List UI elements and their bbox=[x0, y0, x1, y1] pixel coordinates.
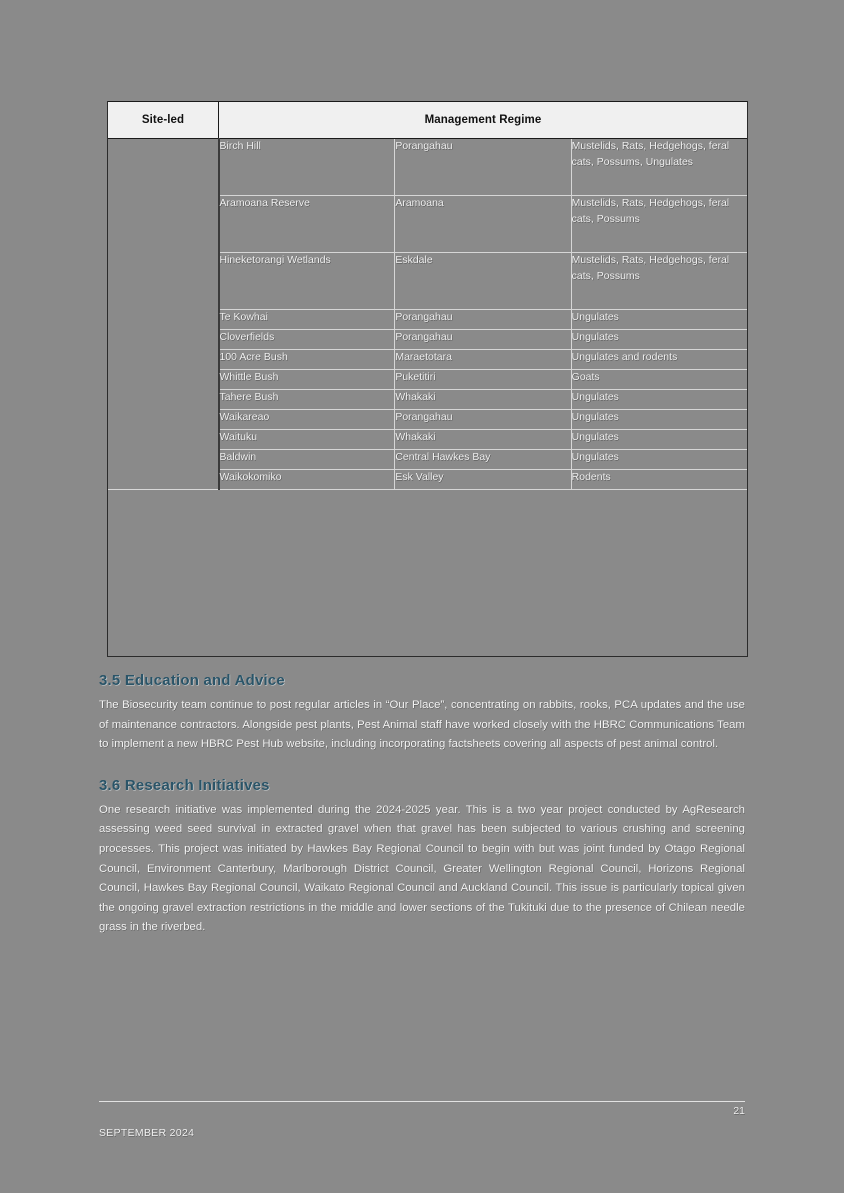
site-led-merged-cell bbox=[108, 139, 219, 490]
cell-location: Porangahau bbox=[395, 310, 571, 330]
cell-site-name: Aramoana Reserve bbox=[219, 196, 395, 253]
cell-target-pests: Ungulates bbox=[571, 450, 747, 470]
footer-date: SEPTEMBER 2024 bbox=[99, 1127, 195, 1139]
management-regime-table bbox=[107, 101, 748, 490]
cell-target-pests: Rodents bbox=[571, 470, 747, 490]
table-header-row bbox=[108, 102, 748, 139]
cell-target-pests: Ungulates bbox=[571, 390, 747, 410]
cell-target-pests: Mustelids, Rats, Hedgehogs, feral cats, Possums, Ungulates bbox=[571, 139, 747, 196]
section-heading-education-and-advice: 3.5 Education and Advice bbox=[99, 672, 285, 689]
cell-target-pests: Ungulates and rodents bbox=[571, 350, 747, 370]
cell-site-name: Baldwin bbox=[219, 450, 395, 470]
table-outer-border-left bbox=[107, 101, 108, 657]
cell-site-name: Whittle Bush bbox=[219, 370, 395, 390]
table-outer-border-bottom bbox=[107, 656, 748, 657]
cell-site-name: Cloverfields bbox=[219, 330, 395, 350]
cell-location: Porangahau bbox=[395, 330, 571, 350]
footer-page-number: 21 bbox=[733, 1105, 745, 1117]
footer-divider bbox=[99, 1101, 745, 1102]
cell-location: Puketitiri bbox=[395, 370, 571, 390]
cell-target-pests: Goats bbox=[571, 370, 747, 390]
cell-site-name: Te Kowhai bbox=[219, 310, 395, 330]
cell-location: Porangahau bbox=[395, 410, 571, 430]
section-paragraph-research-initiatives: One research initiative was implemented during the 2024-2025 year. This is a two year project conducted by AgResearch assessing weed seed survival in extracted gravel when that gravel has been subjected to various crushing and screening processes. This project was initiated by Hawkes Bay Regional Council to begin with but was joint funded by Otago Regional Council, Environment Canterbury, Marlborough District Council, Greater Wellington Regional Council, Horizons Regional Council, Hawkes Bay Regional Council, Waikato Regional Council and Auckland Council. This issue is particularly topical given the ongoing gravel extraction restrictions in the middle and lower sections of the Tukituki due to the presence of Chilean needle grass in the riverbed. bbox=[99, 803, 745, 934]
table-row bbox=[108, 139, 748, 196]
cell-target-pests: Ungulates bbox=[571, 430, 747, 450]
document-body bbox=[99, 672, 745, 938]
cell-target-pests: Mustelids, Rats, Hedgehogs, feral cats, Possums bbox=[571, 196, 747, 253]
cell-site-name: Birch Hill bbox=[219, 139, 395, 196]
cell-site-name: Waikokomiko bbox=[219, 470, 395, 490]
table-outer-border-right bbox=[747, 101, 748, 657]
cell-location: Whakaki bbox=[395, 430, 571, 450]
cell-location: Porangahau bbox=[395, 139, 571, 196]
cell-site-name: 100 Acre Bush bbox=[219, 350, 395, 370]
column-header-management-regime: Management Regime bbox=[219, 102, 748, 139]
cell-site-name: Waikareao bbox=[219, 410, 395, 430]
cell-location: Central Hawkes Bay bbox=[395, 450, 571, 470]
table-body bbox=[108, 139, 748, 490]
cell-location: Eskdale bbox=[395, 253, 571, 310]
section-heading-research-initiatives: 3.6 Research Initiatives bbox=[99, 776, 270, 794]
cell-site-name: Tahere Bush bbox=[219, 390, 395, 410]
cell-target-pests: Mustelids, Rats, Hedgehogs, feral cats, Possums bbox=[571, 253, 747, 310]
column-header-site-led: Site-led bbox=[108, 102, 219, 139]
cell-target-pests: Ungulates bbox=[571, 310, 747, 330]
cell-site-name: Hineketorangi Wetlands bbox=[219, 253, 395, 310]
cell-location: Esk Valley bbox=[395, 470, 571, 490]
cell-target-pests: Ungulates bbox=[571, 330, 747, 350]
table-header bbox=[108, 102, 748, 139]
cell-site-name: Waituku bbox=[219, 430, 395, 450]
cell-location: Whakaki bbox=[395, 390, 571, 410]
management-regime-table-container bbox=[107, 101, 748, 490]
section-paragraph-education-and-advice: The Biosecurity team continue to post regular articles in “Our Place”, concentrating on rabbits, rooks, PCA updates and the use of maintenance contractors. Alongside pest plants, Pest Animal staff have worked closely with the HBRC Communications Team to implement a new HBRC Pest Hub website, including incorporating factsheets covering all aspects of pest animal control. bbox=[99, 699, 745, 751]
cell-location: Aramoana bbox=[395, 196, 571, 253]
cell-target-pests: Ungulates bbox=[571, 410, 747, 430]
cell-location: Maraetotara bbox=[395, 350, 571, 370]
